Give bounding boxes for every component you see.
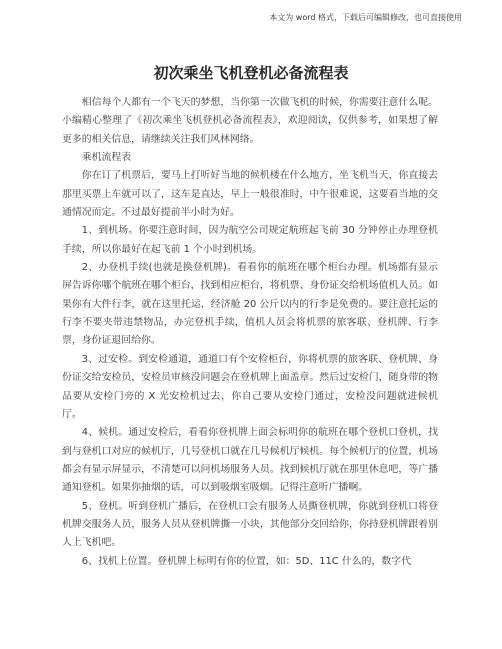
section-heading: 乘机流程表 (81, 152, 132, 164)
step-3-paragraph: 3、过安检。到安检通道，通道口有个安检柜台，你将机票的旅客联、登机牌、身份证交给安检员，安检员审核没问题会在登机牌上面盖章。然后过安检门，随身带的物品要从安检门旁的 X 光安检机过去，你自己要从安检门通过，安检没问题就进候机厅。 (62, 353, 438, 420)
download-notice: 本文为 word 格式，下载后可编辑修改，也可直接使用 (269, 13, 462, 22)
page-title: 初次乘坐飞机登机必备流程表 (153, 64, 349, 82)
step-1-paragraph: 1、到机场。你要注意时间，因为航空公司规定航班起飞前 30 分钟停止办理登机手续，所以你最好在起飞前 1 个小时到机场。 (62, 225, 438, 255)
step-6-paragraph: 6、找机上位置。登机牌上标明有你的位置，如：5D、11C 什么的，数字代 (81, 555, 411, 567)
step-5-paragraph: 5、登机。听到登机广播后，在登机口会有服务人员撕登机牌，你就到登机口将登机牌交服务人员，服务人员从登机牌撕一小块，其他部分交回给你，你持登机牌跟着别人上飞机吧。 (62, 500, 438, 549)
article-body (62, 94, 438, 571)
step-4-paragraph: 4、候机。通过安检后，看看你登机牌上面会标明你的航班在哪个登机口登机，找到与登机口对应的候机厅，几号登机口就在几号候机厅候机。每个候机厅的位置，机场都会有显示屏显示，不清楚可以问机场服务人员。找到候机厅就在那里休息吧，等广播通知登机。如果你抽烟的话，可以到吸烟室吸烟。记得注意听广播啊。 (62, 427, 438, 494)
step-2-paragraph: 2、办登机手续(也就是换登机牌)。看看你的航班在哪个柜台办理。机场都有显示屏告诉你哪个航班在哪个柜台，找到相应柜台，将机票、身份证交给机场值机人员。如果你有大件行李，就在这里托运，经济舱 20 公斤以内的行李是免费的。要注意托运的行李不要夹带违禁物品，办完登机手续，值机人员会将机票的旅客联、登机牌、行李票，身份证退回给你。 (62, 262, 438, 347)
overview-paragraph: 你在订了机票后，要马上打听好当地的候机楼在什么地方，坐飞机当天，你直接去那里买票上车就可以了，这车是直达，早上一般很准时，中午很难说，这要看当地的交通情况而定。不过最好提前半小时为好。 (62, 170, 438, 219)
intro-paragraph: 相信每个人都有一个飞天的梦想，当你第一次做飞机的时候，你需要注意什么呢。小编精心整理了《初次乘坐飞机登机必备流程表》，欢迎阅读，仅供参考，如果想了解更多的相关信息，请继续关注我们风林网络。 (62, 97, 438, 145)
